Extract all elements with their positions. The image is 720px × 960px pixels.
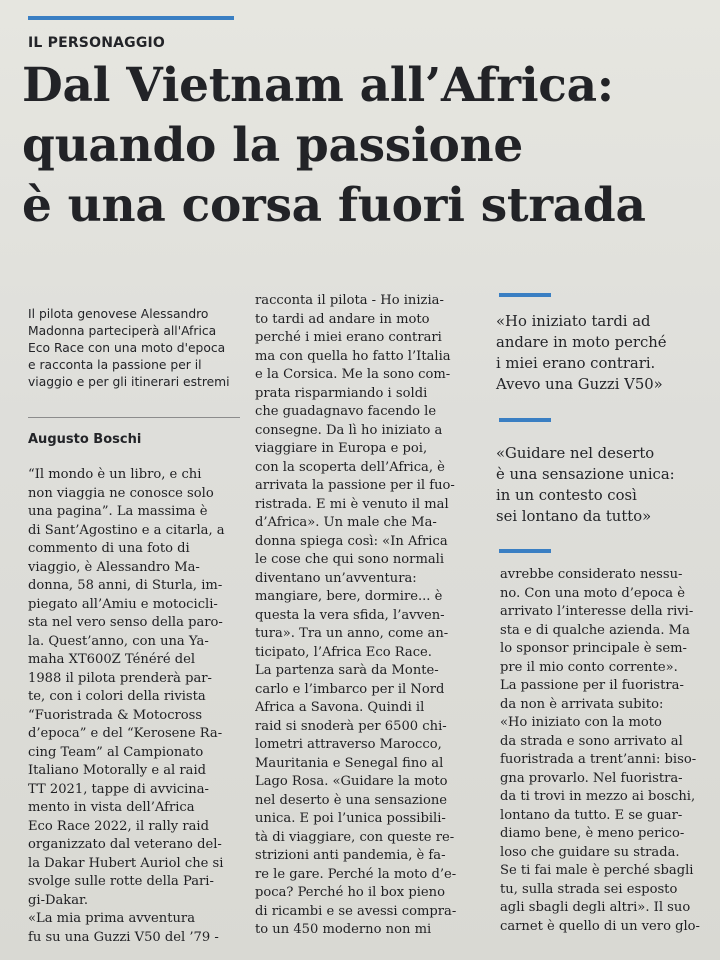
text-line: con la scoperta dell’Africa, è [255,459,445,475]
text-line: arrivata la passione per il fuo- [255,478,455,493]
text-line: diventano un’avventura: [255,570,417,586]
text-line: unica. E poi l’unica possibili- [255,811,446,826]
text-line: «Ho iniziato con la moto [500,715,662,730]
text-line: raid si snoderà per 6500 chi- [255,718,447,734]
text-line: piegato all’Amiu e motocicli- [28,596,218,612]
text-line: avrebbe considerato nessu- [500,567,683,582]
text-line: di ricambi e se avessi compra- [255,903,457,919]
text-line: andare in moto perché [496,334,667,351]
text-line: fu su una Guzzi V50 del ’79 - [28,929,219,945]
text-line: «Ho iniziato tardi ad [496,313,651,330]
headline-line: quando la passione [22,118,524,173]
text-line: d’epoca” e del “Kerosene Ra- [28,726,223,741]
text-line: la. Quest’anno, con una Ya- [28,633,209,649]
text-line: te, con i colori della rivista [28,689,206,704]
summary-line: Madonna parteciperà all'Africa [28,324,217,338]
headline [22,56,712,236]
text-line: questa la vera sfida, l’avven- [255,607,445,623]
text-line: to tardi ad andare in moto [255,311,430,327]
text-line: 1988 il pilota prenderà par- [28,670,212,686]
text-line: la Dakar Hubert Auriol che si [28,855,224,871]
summary-divider [28,417,240,418]
text-line: racconta il pilota - Ho inizia- [255,293,444,308]
text-line: Se ti fai male è perché sbagli [500,863,694,878]
text-line: agli sbagli degli altri». Il suo [500,900,691,915]
text-line: consegne. Da lì ho iniziato a [255,422,443,438]
text-line: mangiare, bere, dormire... è [255,589,443,604]
text-line: maha XT600Z Ténéré del [28,652,196,667]
pull-quote-2 [496,443,714,527]
text-line: Mauritania e Senegal fino al [255,755,444,771]
text-line: “Fuoristrada & Motocross [28,707,203,723]
text-line: carlo e l’imbarco per il Nord [255,681,445,697]
text-line: lontano da tutto. E se guar- [500,807,683,823]
text-line: lo sponsor principale è sem- [500,641,687,656]
text-line: mento in vista dell’Africa [28,800,195,815]
text-line: commento di una foto di [28,541,190,556]
text-line: «Guidare nel deserto [496,445,655,462]
pull-quote-bar [499,293,551,297]
text-line: diamo bene, è meno perico- [500,826,685,841]
text-line: i miei erano contrari. [496,355,656,372]
text-line: ma con quella ho fatto l’Italia [255,348,451,364]
text-line: no. Con una moto d’epoca è [500,585,685,601]
text-line: to un 450 moderno non mi [255,922,432,937]
article-column-3 [500,566,714,936]
pull-quote-bar [499,549,551,553]
text-line: gna provarlo. Nel fuoristra- [500,770,683,786]
headline-line: Dal Vietnam all’Africa: [22,58,614,113]
text-line: viaggio, è Alessandro Ma- [28,559,200,575]
text-line: cing Team” al Campionato [28,744,204,760]
summary-line: Il pilota genovese Alessandro [28,307,209,321]
text-line: tura». Tra un anno, come an- [255,626,449,641]
text-line: una pagina”. La massima è [28,504,208,519]
text-line: viaggiare in Europa e poi, [255,441,428,456]
text-line: in un contesto così [496,487,637,504]
section-label: IL PERSONAGGIO [28,35,166,51]
text-line: sta nel vero senso della paro- [28,615,223,630]
text-line: arrivato l’interesse della rivi- [500,604,694,619]
text-line: “Il mondo è un libro, e chi [28,467,202,482]
text-line: tu, sulla strada sei esposto [500,881,678,897]
text-line: da strada e sono arrivato al [500,733,683,749]
text-line: re le gare. Perché la moto d’e- [255,866,457,882]
summary-line: Eco Race con una moto d'epoca [28,341,226,355]
text-line: strizioni anti pandemia, è fa- [255,848,446,863]
text-line: perché i miei erano contrari [255,330,442,345]
summary-line: e racconta la passione per il [28,358,202,372]
text-line: da non è arrivata subito: [500,696,664,712]
text-line: d’Africa». Un male che Ma- [255,515,437,530]
article-column-2 [255,292,477,940]
author-byline: Augusto Boschi [28,432,142,447]
text-line: carnet è quello di un vero glo- [500,918,700,934]
text-line: da ti trovi in mezzo ai boschi, [500,789,696,804]
text-line: Lago Rosa. «Guidare la moto [255,774,448,789]
headline-line: è una corsa fuori strada [22,178,646,233]
pull-quote-bar [499,418,551,422]
text-line: ticipato, l’Africa Eco Race. [255,644,432,660]
text-line: pre il mio conto corrente». [500,659,678,675]
text-line: loso che guidare su strada. [500,844,680,860]
text-line: Eco Race 2022, il rally raid [28,818,209,834]
text-line: ristrada. E mi è venuto il mal [255,496,449,512]
text-line: «La mia prima avventura [28,911,196,926]
text-line: lometri attraverso Marocco, [255,737,442,752]
text-line: organizzato dal veterano del- [28,837,222,852]
text-line: poca? Perché ho il box pieno [255,885,445,900]
article-column-1 [28,466,248,947]
section-accent-bar [28,16,234,20]
text-line: donna spiega così: «In Africa [255,533,448,549]
text-line: è una sensazione unica: [496,466,675,483]
summary-line: viaggio e per gli itinerari estremi [28,375,230,389]
text-line: gi-Dakar. [28,892,89,908]
text-line: fuoristrada a trent’anni: biso- [500,752,697,767]
text-line: che guadagnavo facendo le [255,404,437,419]
text-line: Africa a Savona. Quindi il [255,700,425,715]
text-line: di Sant’Agostino e a citarla, a [28,522,225,538]
text-line: TT 2021, tappe di avvicina- [28,781,209,797]
text-line: Italiano Motorally e al raid [28,763,207,778]
text-line: Avevo una Guzzi V50» [496,376,663,393]
text-line: tà di viaggiare, con queste re- [255,829,455,845]
text-line: La passione per il fuoristra- [500,678,684,693]
text-line: donna, 58 anni, di Sturla, im- [28,578,223,593]
pull-quote-1 [496,311,714,395]
article-summary [28,306,240,391]
text-line: le cose che qui sono normali [255,552,445,567]
text-line: sta e di qualche azienda. Ma [500,622,690,638]
text-line: La partenza sarà da Monte- [255,663,439,678]
text-line: non viaggia ne conosce solo [28,485,214,501]
text-line: prata risparmiando i soldi [255,385,428,401]
text-line: e la Corsica. Me la sono com- [255,367,451,382]
text-line: sei lontano da tutto» [496,508,652,525]
text-line: svolge sulle rotte della Pari- [28,874,214,889]
text-line: nel deserto è una sensazione [255,792,448,808]
